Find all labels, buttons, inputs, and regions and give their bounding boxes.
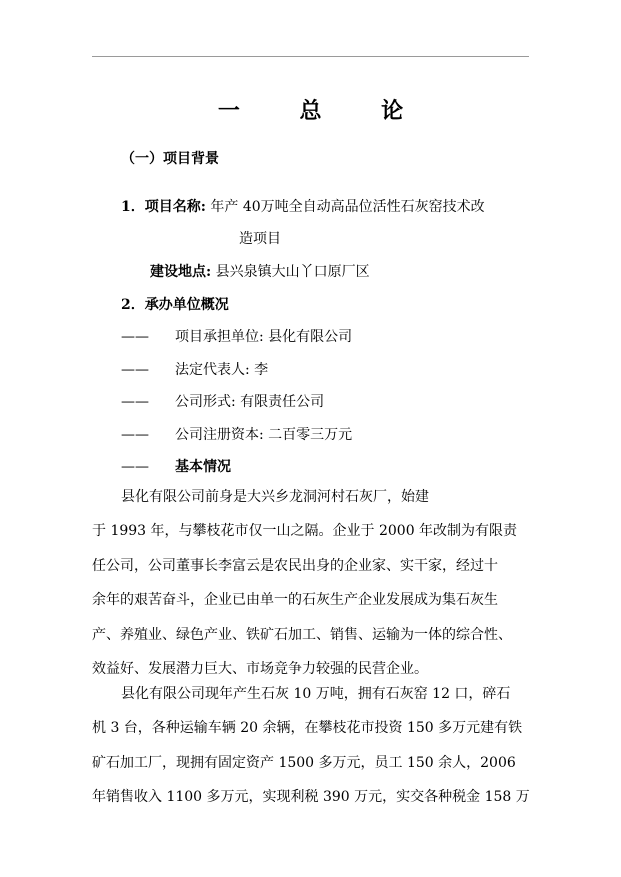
organizer-row xyxy=(121,326,352,346)
dash-marker: —— xyxy=(121,362,149,378)
organizer-row-text: 公司注册资本: 二百零三万元 xyxy=(175,427,353,443)
organizer-row-text: 公司形式: 有限责任公司 xyxy=(175,394,325,410)
paragraph-line: 县化有限公司前身是大兴乡龙洞河村石灰厂，始建 xyxy=(121,489,429,505)
organizer-heading: 2．承办单位概况 xyxy=(121,297,229,313)
location-line xyxy=(150,261,370,281)
project-name-continuation: 造项目 xyxy=(239,231,281,247)
paragraph-line: 效益好、发展潜力巨大、市场竞争力较强的民营企业。 xyxy=(92,660,428,677)
header-rule xyxy=(92,56,529,57)
section-heading: （一）项目背景 xyxy=(121,151,219,167)
organizer-row xyxy=(121,359,268,379)
paragraph-line: 机 3 台，各种运输车辆 20 余辆，在攀枝花市投资 150 多万元建有铁 xyxy=(92,720,523,737)
paragraph-line: 余年的艰苦奋斗，企业已由单一的石灰生产企业发展成为集石灰生 xyxy=(92,592,498,609)
dash-marker: —— xyxy=(121,329,149,345)
paragraph-line: 矿石加工厂，现拥有固定资产 1500 多万元，员工 150 余人，2006 xyxy=(92,754,516,771)
project-name-label: 1．项目名称: xyxy=(121,199,206,215)
location-label: 建设地点: xyxy=(150,264,212,280)
paragraph-company-history xyxy=(92,480,529,686)
organizer-row xyxy=(121,391,324,411)
organizer-row xyxy=(121,424,352,444)
organizer-row-text: 项目承担单位: 县化有限公司 xyxy=(175,329,353,345)
organizer-row xyxy=(121,456,231,476)
project-name-line xyxy=(121,196,485,216)
basic-info-label: 基本情况 xyxy=(175,459,231,475)
paragraph-line: 县化有限公司现年产生石灰 10 万吨，拥有石灰窑 12 口，碎石 xyxy=(121,686,511,702)
paragraph-line: 年销售收入 1100 多万元，实现利税 390 万元，实交各种税金 158 万 xyxy=(92,789,530,806)
dash-marker: —— xyxy=(121,394,149,410)
organizer-row-text: 法定代表人: 李 xyxy=(175,362,269,378)
paragraph-company-status xyxy=(92,677,529,815)
paragraph-line: 产、养殖业、绿色产业、铁矿石加工、销售、运输为一体的综合性、 xyxy=(92,626,512,643)
page-title: 一 总 论 xyxy=(217,98,430,124)
dash-marker: —— xyxy=(121,459,149,475)
location-value: 县兴泉镇大山丫口原厂区 xyxy=(215,264,370,280)
dash-marker: —— xyxy=(121,427,149,443)
paragraph-line: 任公司，公司董事长李富云是农民出身的企业家、实干家，经过十 xyxy=(92,557,498,574)
paragraph-line: 于 1993 年，与攀枝花市仅一山之隔。企业于 2000 年改制为有限责 xyxy=(92,523,518,540)
project-name-value: 年产 40万吨全自动高品位活性石灰窑技术改 xyxy=(210,199,485,215)
